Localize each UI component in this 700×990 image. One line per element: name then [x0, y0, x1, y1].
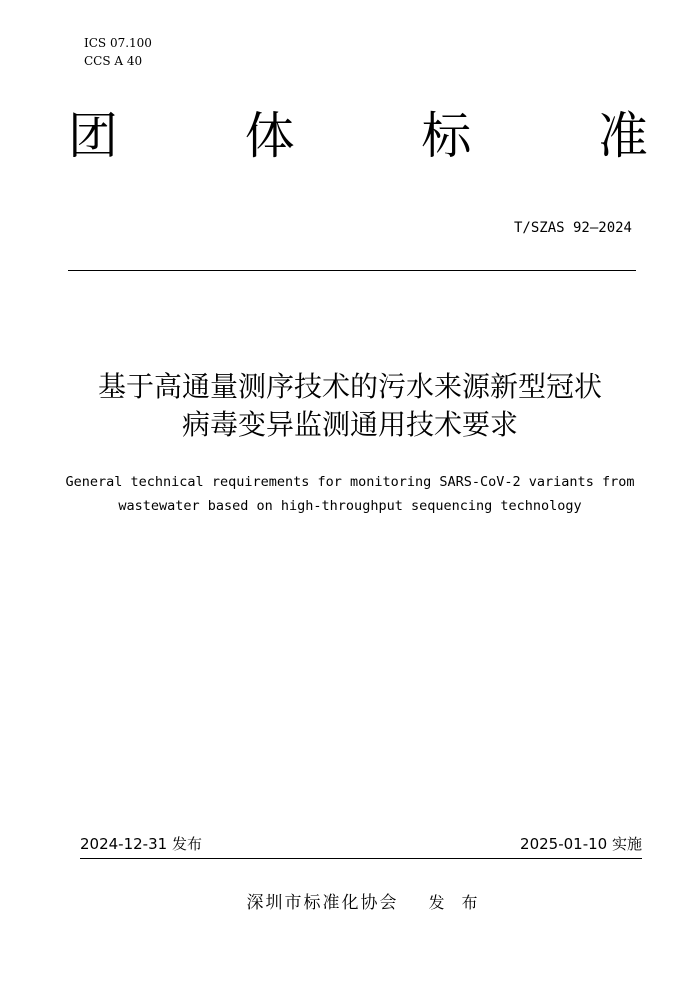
classification-codes	[84, 34, 152, 70]
document-type-char-1: 团	[68, 107, 118, 165]
document-type-title	[68, 104, 648, 168]
implementation-date: 2025-01-10 实施	[520, 835, 642, 853]
publisher-name: 深圳市标准化协会	[246, 893, 399, 913]
document-type-char-3: 标	[421, 107, 472, 165]
standard-number: T/SZAS 92—2024	[513, 220, 632, 236]
publish-label: 发 布	[428, 893, 484, 912]
ics-code: ICS 07.100	[84, 36, 152, 50]
bottom-divider	[80, 858, 642, 859]
issue-date: 2024-12-31 发布	[80, 835, 202, 853]
top-divider	[68, 270, 636, 271]
english-title	[40, 470, 660, 518]
ccs-code: CCS A 40	[84, 54, 143, 68]
chinese-title-line-2: 病毒变异监测通用技术要求	[181, 408, 518, 441]
english-title-line-2: wastewater based on high-throughput sequencing technology	[118, 498, 582, 514]
chinese-title-line-1: 基于高通量测序技术的污水来源新型冠状	[97, 370, 602, 403]
document-type-char-4: 准	[597, 107, 648, 165]
publisher-row	[0, 890, 700, 916]
document-type-char-2: 体	[244, 107, 295, 165]
english-title-line-1: General technical requirements for monitoring SARS-CoV-2 variants from	[65, 474, 635, 490]
chinese-title	[40, 368, 660, 444]
